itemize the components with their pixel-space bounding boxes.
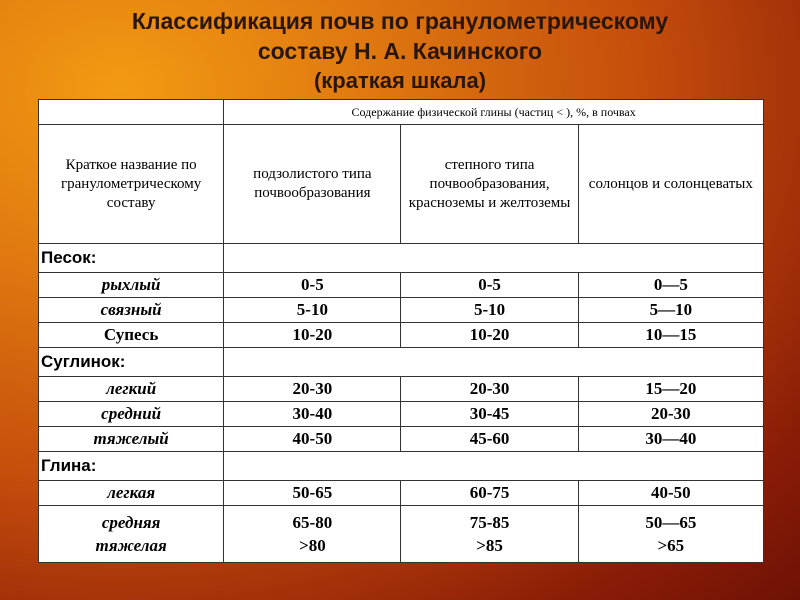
value-solonetz: 30—40	[578, 427, 763, 452]
row-name: легкая	[39, 481, 224, 506]
value-solonetz: 15—20	[578, 377, 763, 402]
row-name: средний	[39, 402, 224, 427]
table-row	[39, 323, 764, 348]
value-podzolic: 20-30	[224, 377, 401, 402]
value-solonetz: 20-30	[578, 402, 763, 427]
table-column-header-row	[39, 125, 764, 244]
group-empty-cell	[224, 452, 764, 481]
value-steppe: 0-5	[401, 273, 578, 298]
table-row	[39, 273, 764, 298]
value-solonetz-pair	[578, 506, 763, 563]
value-podzolic: 0-5	[224, 273, 401, 298]
row-name: средняя	[101, 513, 161, 532]
value-solonetz: 50—65	[645, 513, 697, 532]
value-solonetz: 0—5	[578, 273, 763, 298]
value-steppe: 30-45	[401, 402, 578, 427]
col-header-podzolic: подзолистого типа почвообразования	[224, 125, 401, 244]
row-name: тяжелая	[95, 536, 167, 555]
col-header-solonetz: солонцов и солонцеватых	[578, 125, 763, 244]
group-row-loam	[39, 348, 764, 377]
title-line-3: (краткая шкала)	[313, 68, 487, 93]
value-steppe: 45-60	[401, 427, 578, 452]
value-podzolic: 50-65	[224, 481, 401, 506]
value-solonetz: >65	[657, 536, 685, 555]
value-podzolic: 30-40	[224, 402, 401, 427]
value-podzolic: 10-20	[224, 323, 401, 348]
table-row	[39, 481, 764, 506]
row-name-pair	[39, 506, 224, 563]
table-row	[39, 506, 764, 563]
row-name: связный	[39, 298, 224, 323]
col-header-name: Краткое название по гранулометрическому составу	[39, 125, 224, 244]
value-podzolic: 5-10	[224, 298, 401, 323]
group-label-sand: Песок:	[39, 244, 224, 273]
value-podzolic: 40-50	[224, 427, 401, 452]
table-row	[39, 427, 764, 452]
title-line-2: составу Н. А. Качинского	[257, 38, 543, 64]
value-steppe: 60-75	[401, 481, 578, 506]
classification-table	[38, 99, 764, 563]
table-row	[39, 377, 764, 402]
physical-clay-header: Содержание физической глины (частиц < ), %, в почвах	[224, 100, 764, 125]
value-steppe-pair	[401, 506, 578, 563]
group-empty-cell	[224, 244, 764, 273]
page-title	[0, 6, 800, 96]
group-label-loam: Суглинок:	[39, 348, 224, 377]
group-row-sand	[39, 244, 764, 273]
value-solonetz: 5—10	[578, 298, 763, 323]
table-row	[39, 402, 764, 427]
value-steppe: 75-85	[469, 513, 510, 532]
table-top-header-row	[39, 100, 764, 125]
value-solonetz: 40-50	[578, 481, 763, 506]
row-name: легкий	[39, 377, 224, 402]
value-podzolic: >80	[299, 536, 326, 555]
col-header-steppe: степного типа почвообразования, красноземы и желтоземы	[401, 125, 578, 244]
title-line-1: Классификация почв по гранулометрическому	[131, 8, 669, 34]
value-steppe: 20-30	[401, 377, 578, 402]
group-row-clay	[39, 452, 764, 481]
row-name: рыхлый	[39, 273, 224, 298]
value-podzolic: 65-80	[292, 513, 333, 532]
table-row	[39, 298, 764, 323]
empty-corner-cell	[39, 100, 224, 125]
value-podzolic-pair	[224, 506, 401, 563]
value-steppe: 10-20	[401, 323, 578, 348]
value-solonetz: 10—15	[578, 323, 763, 348]
row-name: тяжелый	[39, 427, 224, 452]
value-steppe: 5-10	[401, 298, 578, 323]
group-empty-cell	[224, 348, 764, 377]
group-label-clay: Глина:	[39, 452, 224, 481]
value-steppe: >85	[476, 536, 503, 555]
row-name: Супесь	[39, 323, 224, 348]
